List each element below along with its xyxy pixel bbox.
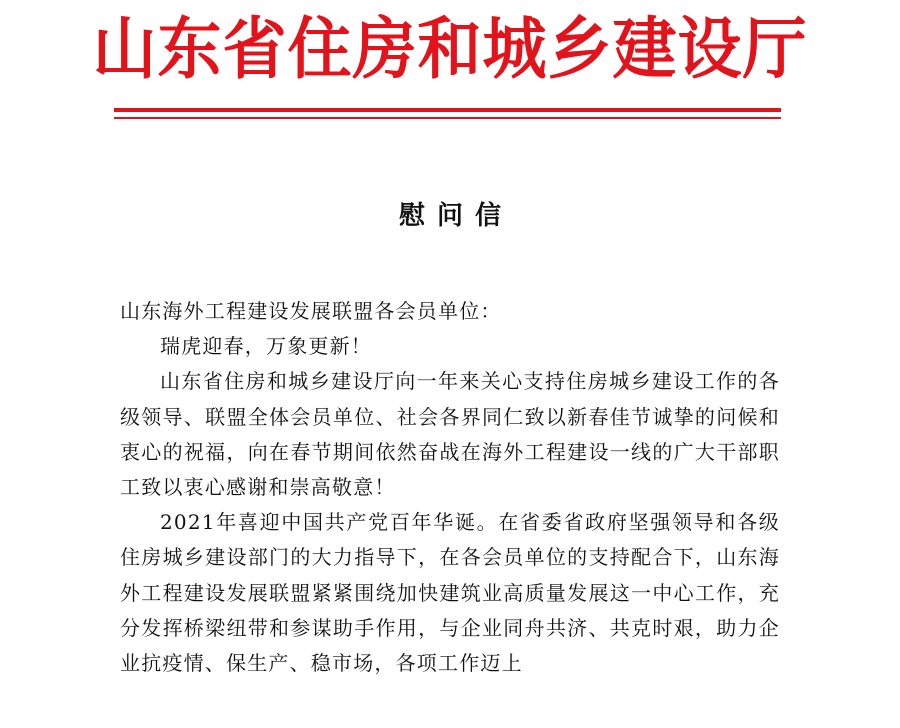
letterhead-rule-thick — [114, 108, 781, 112]
salutation: 山东海外工程建设发展联盟各会员单位： — [120, 299, 502, 323]
document-title: 慰问信 — [398, 201, 513, 231]
letterhead-title: 山东省住房和城乡建设厅 — [92, 10, 808, 89]
paragraph-greeting: 瑞虎迎春，万象更新！ — [160, 334, 372, 359]
paragraph-thanks: 山东省住房和城乡建设厅向一年来关心支持住房城乡建设工作的各级领导、联盟全体会员单位、社会各界同仁致以新春佳节诚挚的问候和衷心的祝福，向在春节期间依然奋战在海外工程建设一线的广大干部职工致以衷心感谢和崇高敬意！ — [120, 369, 780, 500]
paragraph-review: 2021年喜迎中国共产党百年华诞。在省委省政府坚强领导和各级住房城乡建设部门的大力指导下，在各会员单位的支持配合下，山东海外工程建设发展联盟紧紧围绕加快建筑业高质量发展这一中心工作，充分发挥桥梁纽带和参谋助手作用，与企业同舟共济、共克时艰，助力企业抗疫情、保生产、稳市场，各项工作迈上 — [120, 510, 780, 676]
letterhead-rule-thin — [114, 117, 781, 119]
letter-body — [120, 294, 780, 681]
